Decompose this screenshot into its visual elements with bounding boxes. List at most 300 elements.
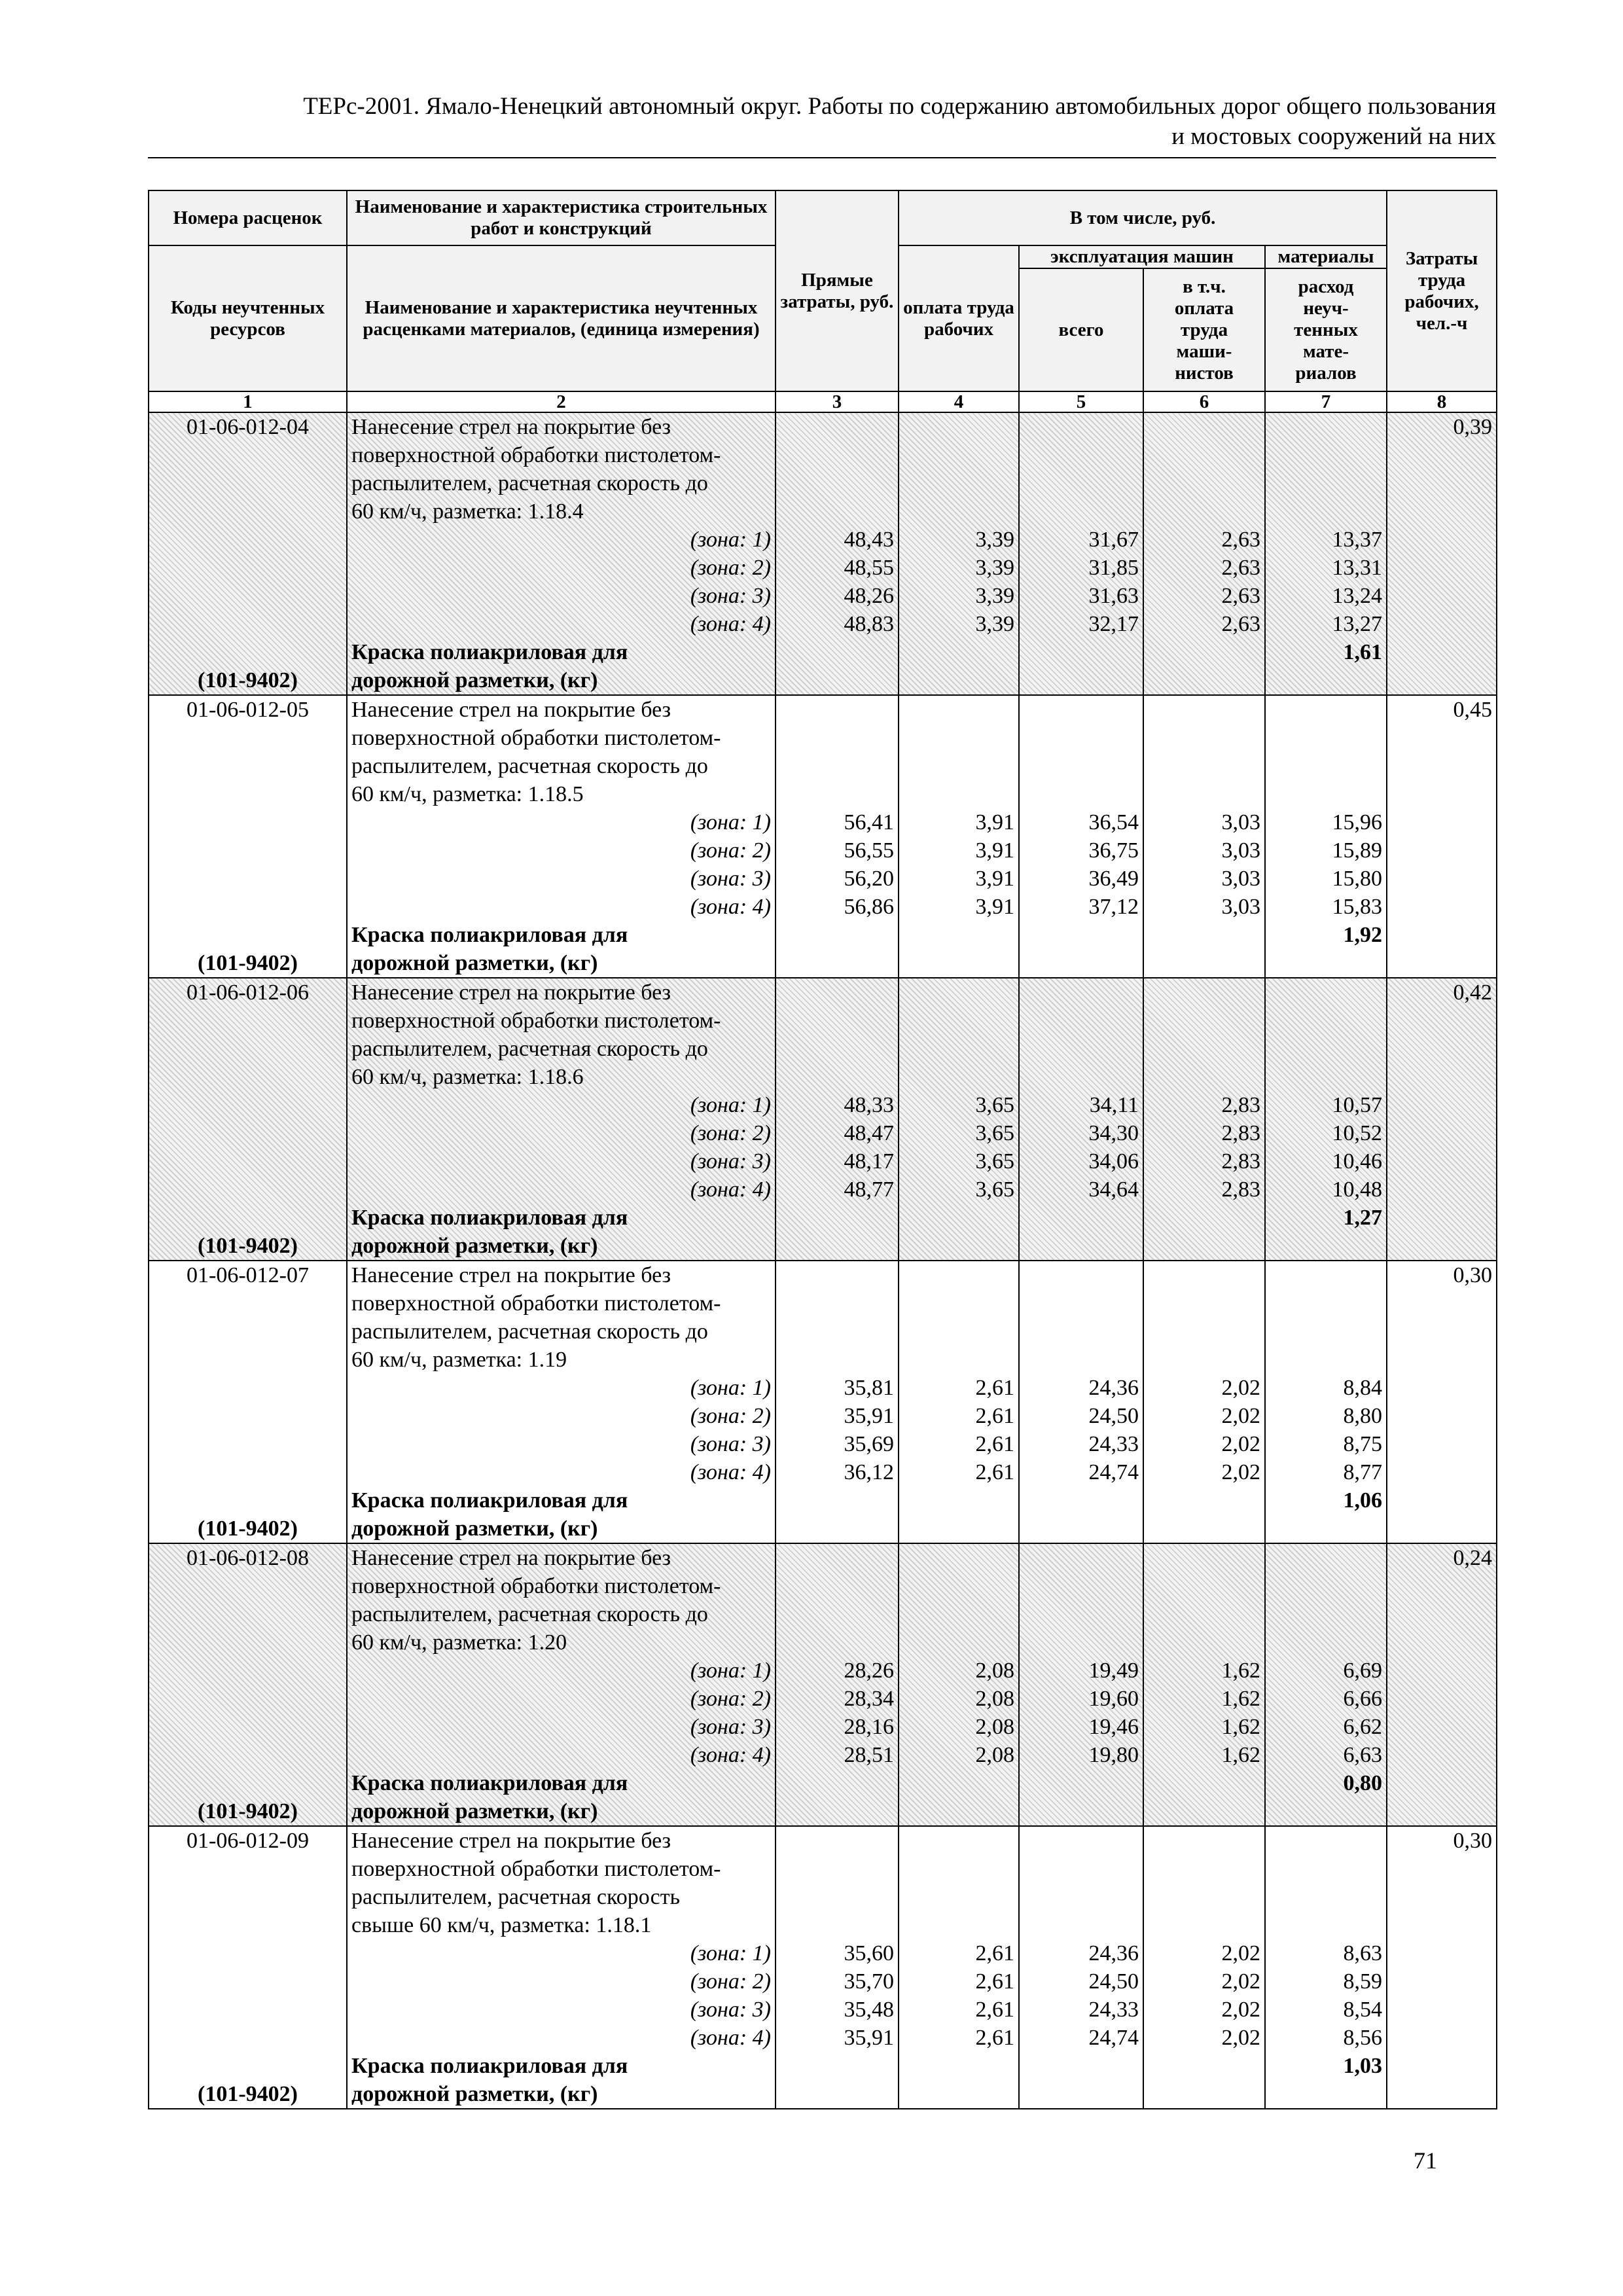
header-incl-rub: В том числе, руб. (899, 190, 1387, 245)
description-line: 60 км/ч, разметка: 1.18.4 (351, 499, 584, 524)
zone-value-pay: 2,61 (975, 1969, 1014, 1994)
table-body (149, 412, 1497, 2109)
zone-value-machinist: 3,03 (1221, 810, 1260, 834)
zone-value-total: 19,46 (1088, 1715, 1139, 1739)
rate-code-cell (149, 1543, 347, 1826)
header-line: риалов (1295, 362, 1357, 384)
zone-value-total: 24,36 (1088, 1941, 1139, 1965)
zone-value-direct: 48,43 (844, 528, 894, 552)
zone-value-machinist: 1,62 (1221, 1743, 1260, 1767)
description-line: распылителем, расчетная скорость до (351, 754, 708, 778)
resource-amount: 1,27 (1343, 1206, 1383, 1230)
table-row (149, 1543, 1497, 1826)
column-number: 7 (1265, 391, 1387, 412)
rate-description-cell (347, 1543, 776, 1826)
zone-label: (зона: 3) (690, 867, 771, 891)
labor-value: 0,42 (1453, 980, 1493, 1005)
table-row (149, 978, 1497, 1261)
zone-value-materials: 10,48 (1332, 1177, 1383, 1202)
resource-amount: 1,61 (1343, 640, 1383, 664)
zone-value-total: 36,75 (1088, 838, 1139, 863)
zone-value-pay: 2,61 (975, 2026, 1014, 2050)
labor-value: 0,30 (1453, 1263, 1493, 1287)
zone-value-materials: 15,83 (1332, 895, 1383, 919)
value-cell-total (1019, 412, 1143, 695)
zone-value-machinist: 2,02 (1221, 1460, 1260, 1484)
description-line: Нанесение стрел на покрытие без (351, 980, 671, 1005)
zone-value-pay: 3,91 (975, 810, 1014, 834)
column-number: 3 (776, 391, 899, 412)
zone-value-total: 31,85 (1088, 556, 1139, 580)
zone-label: (зона: 4) (690, 2026, 771, 2050)
zone-value-pay: 3,91 (975, 895, 1014, 919)
description-line: поверхностной обработки пистолетом- (351, 1574, 721, 1598)
zone-value-direct: 35,69 (844, 1432, 894, 1456)
zone-value-materials: 10,46 (1332, 1149, 1383, 1174)
value-cell-machinist (1143, 1543, 1265, 1826)
description-line: поверхностной обработки пистолетом- (351, 1291, 721, 1316)
value-cell-direct (776, 1826, 899, 2109)
zone-value-materials: 8,84 (1343, 1376, 1383, 1400)
value-cell-materials (1265, 412, 1387, 695)
header-unaccounted-materials (1265, 268, 1387, 391)
labor-value: 0,45 (1453, 698, 1493, 722)
zone-value-pay: 3,39 (975, 528, 1014, 552)
zone-value-direct: 35,70 (844, 1969, 894, 1994)
spacer (1270, 978, 1382, 1091)
resource-name-line: дорожной разметки, (кг) (351, 2082, 598, 2106)
zone-label: (зона: 2) (690, 556, 771, 580)
spacer (153, 1572, 342, 1797)
spacer (903, 1261, 1014, 1374)
zone-value-total: 31,63 (1088, 584, 1139, 608)
zone-value-direct: 48,26 (844, 584, 894, 608)
description-line: 60 км/ч, разметка: 1.20 (351, 1630, 567, 1655)
zone-value-direct: 56,20 (844, 867, 894, 891)
zone-value-pay: 3,65 (975, 1149, 1014, 1174)
description-line: распылителем, расчетная скорость до (351, 1037, 708, 1061)
description-line: 60 км/ч, разметка: 1.18.6 (351, 1065, 584, 1089)
value-cell-total (1019, 978, 1143, 1261)
resource-name-line: дорожной разметки, (кг) (351, 1234, 598, 1258)
page-number: 71 (1414, 2147, 1437, 2174)
zone-value-machinist: 1,62 (1221, 1715, 1260, 1739)
zone-value-machinist: 2,83 (1221, 1177, 1260, 1202)
zone-value-pay: 2,08 (975, 1687, 1014, 1711)
resource-code: (101-9402) (198, 1516, 298, 1541)
zone-value-materials: 13,37 (1332, 528, 1383, 552)
zone-value-direct: 48,17 (844, 1149, 894, 1174)
zone-value-direct: 28,51 (844, 1743, 894, 1767)
value-cell-machinist (1143, 412, 1265, 695)
zone-value-machinist: 2,83 (1221, 1093, 1260, 1117)
zone-value-pay: 2,08 (975, 1659, 1014, 1683)
header-name-char: Наименование и характеристика строительных работ и конструкций (347, 190, 776, 245)
rate-description-cell (347, 695, 776, 978)
spacer (1270, 1827, 1382, 1939)
value-cell-total (1019, 1543, 1143, 1826)
zone-value-total: 24,33 (1088, 1432, 1139, 1456)
rate-description-cell (347, 1261, 776, 1543)
zone-value-direct: 35,60 (844, 1941, 894, 1965)
spacer (1148, 1827, 1260, 1939)
zone-value-materials: 6,66 (1343, 1687, 1383, 1711)
resource-amount: 1,06 (1343, 1488, 1383, 1513)
header-line: мате- (1302, 340, 1349, 362)
labor-cell (1387, 978, 1497, 1261)
description-line: распылителем, расчетная скорость (351, 1885, 681, 1909)
zone-value-total: 32,17 (1088, 612, 1139, 636)
zone-value-machinist: 2,63 (1221, 584, 1260, 608)
zone-value-pay: 3,65 (975, 1121, 1014, 1145)
value-cell-materials (1265, 978, 1387, 1261)
header-line: расход (1298, 276, 1354, 297)
spacer (1024, 978, 1139, 1091)
value-cell-machinist (1143, 978, 1265, 1261)
zone-value-total: 19,80 (1088, 1743, 1139, 1767)
header-line: труда (1180, 319, 1228, 340)
rate-code: 01-06-012-09 (187, 1829, 309, 1853)
zone-value-direct: 48,33 (844, 1093, 894, 1117)
zone-value-machinist: 2,83 (1221, 1121, 1260, 1145)
resource-name-line: Краска полиакриловая для (351, 923, 628, 947)
rate-description-cell (347, 978, 776, 1261)
zone-value-machinist: 2,63 (1221, 556, 1260, 580)
zone-value-total: 36,54 (1088, 810, 1139, 834)
resource-code: (101-9402) (198, 1799, 298, 1823)
spacer (1148, 1544, 1260, 1657)
value-cell-machinist (1143, 1261, 1265, 1543)
description-line: поверхностной обработки пистолетом- (351, 443, 721, 467)
value-cell-total (1019, 1826, 1143, 2109)
spacer (1024, 1261, 1139, 1374)
zone-value-machinist: 2,63 (1221, 528, 1260, 552)
table-row (149, 1261, 1497, 1543)
zone-value-direct: 48,77 (844, 1177, 894, 1202)
zone-value-pay: 2,61 (975, 1376, 1014, 1400)
resource-code: (101-9402) (198, 668, 298, 692)
header-rule (148, 157, 1496, 158)
description-line: распылителем, расчетная скорость до (351, 1319, 708, 1344)
zone-label: (зона: 2) (690, 838, 771, 863)
zone-value-materials: 8,54 (1343, 1998, 1383, 2022)
zone-label: (зона: 1) (690, 1093, 771, 1117)
zone-value-machinist: 2,02 (1221, 1941, 1260, 1965)
zone-value-total: 34,06 (1088, 1149, 1139, 1174)
value-cell-direct (776, 695, 899, 978)
column-number: 5 (1019, 391, 1143, 412)
rates-table (148, 190, 1497, 2109)
spacer (1024, 696, 1139, 808)
value-cell-direct (776, 1261, 899, 1543)
header-worker-pay: оплата труда рабочих (899, 245, 1019, 391)
rate-code-cell (149, 412, 347, 695)
zone-label: (зона: 1) (690, 1941, 771, 1965)
running-header-line1: ТЕРс-2001. Ямало-Ненецкий автономный округ. Работы по содержанию автомобильных дорог общего пользования (303, 93, 1496, 120)
spacer (1270, 1544, 1382, 1657)
value-cell-direct (776, 1543, 899, 1826)
spacer (903, 1544, 1014, 1657)
zone-value-direct: 35,91 (844, 1404, 894, 1428)
zone-value-direct: 48,55 (844, 556, 894, 580)
zone-value-pay: 3,39 (975, 612, 1014, 636)
header-incl-machinist-pay (1143, 268, 1265, 391)
zone-value-direct: 56,55 (844, 838, 894, 863)
zone-value-total: 24,74 (1088, 1460, 1139, 1484)
resource-name-line: Краска полиакриловая для (351, 640, 628, 664)
description-line: свыше 60 км/ч, разметка: 1.18.1 (351, 1913, 652, 1937)
zone-value-pay: 3,91 (975, 867, 1014, 891)
spacer (1024, 413, 1139, 526)
zone-value-machinist: 2,02 (1221, 1404, 1260, 1428)
zone-value-pay: 3,39 (975, 556, 1014, 580)
description-line: Нанесение стрел на покрытие без (351, 1546, 671, 1570)
column-number-row (149, 391, 1497, 412)
description-line: 60 км/ч, разметка: 1.19 (351, 1348, 567, 1372)
zone-label: (зона: 3) (690, 1998, 771, 2022)
value-cell-pay (899, 412, 1019, 695)
spacer (153, 1289, 342, 1515)
spacer (903, 696, 1014, 808)
rate-code-cell (149, 695, 347, 978)
column-number: 6 (1143, 391, 1265, 412)
value-cell-pay (899, 1826, 1019, 2109)
table-row (149, 1826, 1497, 2109)
spacer (1148, 696, 1260, 808)
zone-label: (зона: 1) (690, 1376, 771, 1400)
zone-label: (зона: 3) (690, 1715, 771, 1739)
spacer (780, 1544, 894, 1657)
table-row (149, 695, 1497, 978)
resource-name-line: Краска полиакриловая для (351, 1488, 628, 1513)
labor-cell (1387, 695, 1497, 978)
resource-name-line: Краска полиакриловая для (351, 1771, 628, 1795)
spacer (153, 1007, 342, 1232)
rate-description-cell (347, 1826, 776, 2109)
zone-value-materials: 8,75 (1343, 1432, 1383, 1456)
spacer (780, 978, 894, 1091)
header-machine-operation: эксплуатация машин (1019, 245, 1265, 268)
resource-amount: 1,92 (1343, 923, 1383, 947)
zone-value-machinist: 2,02 (1221, 1998, 1260, 2022)
zone-value-total: 24,33 (1088, 1998, 1139, 2022)
labor-cell (1387, 1543, 1497, 1826)
zone-value-total: 24,50 (1088, 1969, 1139, 1994)
zone-label: (зона: 3) (690, 584, 771, 608)
header-materials: материалы (1265, 245, 1387, 268)
zone-value-materials: 13,31 (1332, 556, 1383, 580)
header-line: тенных (1294, 319, 1358, 340)
zone-value-direct: 28,16 (844, 1715, 894, 1739)
zone-value-materials: 8,80 (1343, 1404, 1383, 1428)
description-line: поверхностной обработки пистолетом- (351, 1857, 721, 1881)
zone-value-pay: 3,65 (975, 1177, 1014, 1202)
zone-label: (зона: 4) (690, 1460, 771, 1484)
table-header (149, 190, 1497, 412)
labor-value: 0,24 (1453, 1546, 1493, 1570)
zone-label: (зона: 4) (690, 895, 771, 919)
zone-value-pay: 3,39 (975, 584, 1014, 608)
zone-label: (зона: 4) (690, 612, 771, 636)
description-line: Нанесение стрел на покрытие без (351, 415, 671, 439)
header-unaccounted-codes: Коды неучтенных ресурсов (149, 245, 347, 391)
zone-value-materials: 15,89 (1332, 838, 1383, 863)
resource-amount: 0,80 (1343, 1771, 1383, 1795)
spacer (780, 413, 894, 526)
labor-value: 0,39 (1453, 415, 1493, 439)
rate-code: 01-06-012-04 (187, 415, 309, 439)
labor-cell (1387, 1826, 1497, 2109)
spacer (1148, 978, 1260, 1091)
rate-code-cell (149, 1261, 347, 1543)
zone-value-materials: 15,80 (1332, 867, 1383, 891)
zone-value-machinist: 3,03 (1221, 895, 1260, 919)
header-rate-numbers: Номера расценок (149, 190, 347, 245)
zone-label: (зона: 2) (690, 1404, 771, 1428)
labor-cell (1387, 1261, 1497, 1543)
zone-value-pay: 2,08 (975, 1743, 1014, 1767)
zone-value-materials: 6,63 (1343, 1743, 1383, 1767)
zone-value-total: 19,49 (1088, 1659, 1139, 1683)
zone-label: (зона: 4) (690, 1177, 771, 1202)
zone-value-direct: 36,12 (844, 1460, 894, 1484)
zone-value-pay: 3,65 (975, 1093, 1014, 1117)
rate-description-cell (347, 412, 776, 695)
rate-code: 01-06-012-08 (187, 1546, 309, 1570)
zone-value-total: 34,11 (1089, 1093, 1139, 1117)
zone-value-materials: 13,27 (1332, 612, 1383, 636)
resource-name-line: Краска полиакриловая для (351, 1206, 628, 1230)
header-line: нистов (1175, 362, 1234, 384)
resource-name-line: дорожной разметки, (кг) (351, 668, 598, 692)
zone-value-materials: 8,56 (1343, 2026, 1383, 2050)
zone-value-machinist: 2,63 (1221, 612, 1260, 636)
resource-code: (101-9402) (198, 951, 298, 975)
header-unaccounted-name: Наименование и характеристика неучтенных расценками материалов, (единица измерения) (347, 245, 776, 391)
table-row (149, 412, 1497, 695)
zone-value-direct: 35,48 (844, 1998, 894, 2022)
value-cell-direct (776, 412, 899, 695)
zone-label: (зона: 1) (690, 1659, 771, 1683)
spacer (780, 1827, 894, 1939)
zone-value-materials: 6,62 (1343, 1715, 1383, 1739)
zone-value-materials: 10,57 (1332, 1093, 1383, 1117)
spacer (1270, 1261, 1382, 1374)
zone-value-pay: 2,08 (975, 1715, 1014, 1739)
zone-label: (зона: 2) (690, 1687, 771, 1711)
zone-value-machinist: 2,02 (1221, 1376, 1260, 1400)
zone-value-direct: 35,91 (844, 2026, 894, 2050)
zone-value-total: 24,50 (1088, 1404, 1139, 1428)
zone-value-pay: 2,61 (975, 1432, 1014, 1456)
zone-value-total: 24,74 (1088, 2026, 1139, 2050)
resource-name-line: дорожной разметки, (кг) (351, 1799, 598, 1823)
zone-label: (зона: 2) (690, 1121, 771, 1145)
zone-value-materials: 8,77 (1343, 1460, 1383, 1484)
spacer (1270, 413, 1382, 526)
running-header-line2: и мостовых сооружений на них (1171, 123, 1496, 150)
zone-value-pay: 2,61 (975, 1941, 1014, 1965)
value-cell-pay (899, 1261, 1019, 1543)
header-labor-costs: Затраты труда рабочих, чел.-ч (1387, 190, 1497, 391)
value-cell-materials (1265, 1543, 1387, 1826)
resource-code: (101-9402) (198, 2082, 298, 2106)
resource-code: (101-9402) (198, 1234, 298, 1258)
description-line: Нанесение стрел на покрытие без (351, 1263, 671, 1287)
rate-code: 01-06-012-06 (187, 980, 309, 1005)
description-line: поверхностной обработки пистолетом- (351, 1009, 721, 1033)
spacer (903, 1827, 1014, 1939)
value-cell-pay (899, 978, 1019, 1261)
zone-value-total: 37,12 (1088, 895, 1139, 919)
zone-value-materials: 8,63 (1343, 1941, 1383, 1965)
zone-value-machinist: 2,02 (1221, 1969, 1260, 1994)
description-line: 60 км/ч, разметка: 1.18.5 (351, 782, 584, 806)
zone-value-materials: 15,96 (1332, 810, 1383, 834)
zone-label: (зона: 2) (690, 1969, 771, 1994)
zone-value-total: 24,36 (1088, 1376, 1139, 1400)
column-number: 1 (149, 391, 347, 412)
spacer (1148, 413, 1260, 526)
zone-value-machinist: 2,02 (1221, 1432, 1260, 1456)
zone-value-pay: 3,91 (975, 838, 1014, 863)
rate-code-cell (149, 978, 347, 1261)
zone-value-machinist: 2,02 (1221, 2026, 1260, 2050)
value-cell-direct (776, 978, 899, 1261)
zone-value-machinist: 1,62 (1221, 1659, 1260, 1683)
value-cell-total (1019, 1261, 1143, 1543)
zone-value-materials: 10,52 (1332, 1121, 1383, 1145)
zone-value-machinist: 2,83 (1221, 1149, 1260, 1174)
resource-name-line: дорожной разметки, (кг) (351, 1516, 598, 1541)
value-cell-materials (1265, 695, 1387, 978)
zone-label: (зона: 4) (690, 1743, 771, 1767)
zone-value-total: 19,60 (1088, 1687, 1139, 1711)
running-header (148, 92, 1496, 152)
zone-value-pay: 2,61 (975, 1404, 1014, 1428)
header-line: неуч- (1303, 297, 1349, 319)
spacer (903, 978, 1014, 1091)
spacer (153, 724, 342, 949)
value-cell-pay (899, 1543, 1019, 1826)
zone-label: (зона: 1) (690, 528, 771, 552)
resource-name-line: Краска полиакриловая для (351, 2054, 628, 2078)
value-cell-machinist (1143, 1826, 1265, 2109)
spacer (153, 1855, 342, 2080)
value-cell-pay (899, 695, 1019, 978)
spacer (1148, 1261, 1260, 1374)
spacer (153, 441, 342, 666)
description-line: Нанесение стрел на покрытие без (351, 1829, 671, 1853)
labor-cell (1387, 412, 1497, 695)
zone-value-direct: 56,86 (844, 895, 894, 919)
zone-value-direct: 48,83 (844, 612, 894, 636)
zone-value-machinist: 3,03 (1221, 838, 1260, 863)
zone-value-machinist: 3,03 (1221, 867, 1260, 891)
value-cell-materials (1265, 1826, 1387, 2109)
column-number: 4 (899, 391, 1019, 412)
rate-code: 01-06-012-05 (187, 698, 309, 722)
rate-code-cell (149, 1826, 347, 2109)
zone-value-pay: 2,61 (975, 1998, 1014, 2022)
header-line: в т.ч. (1183, 276, 1226, 297)
spacer (1024, 1544, 1139, 1657)
header-total: всего (1019, 268, 1143, 391)
value-cell-total (1019, 695, 1143, 978)
spacer (1024, 1827, 1139, 1939)
zone-value-materials: 8,59 (1343, 1969, 1383, 1994)
zone-value-total: 34,64 (1088, 1177, 1139, 1202)
